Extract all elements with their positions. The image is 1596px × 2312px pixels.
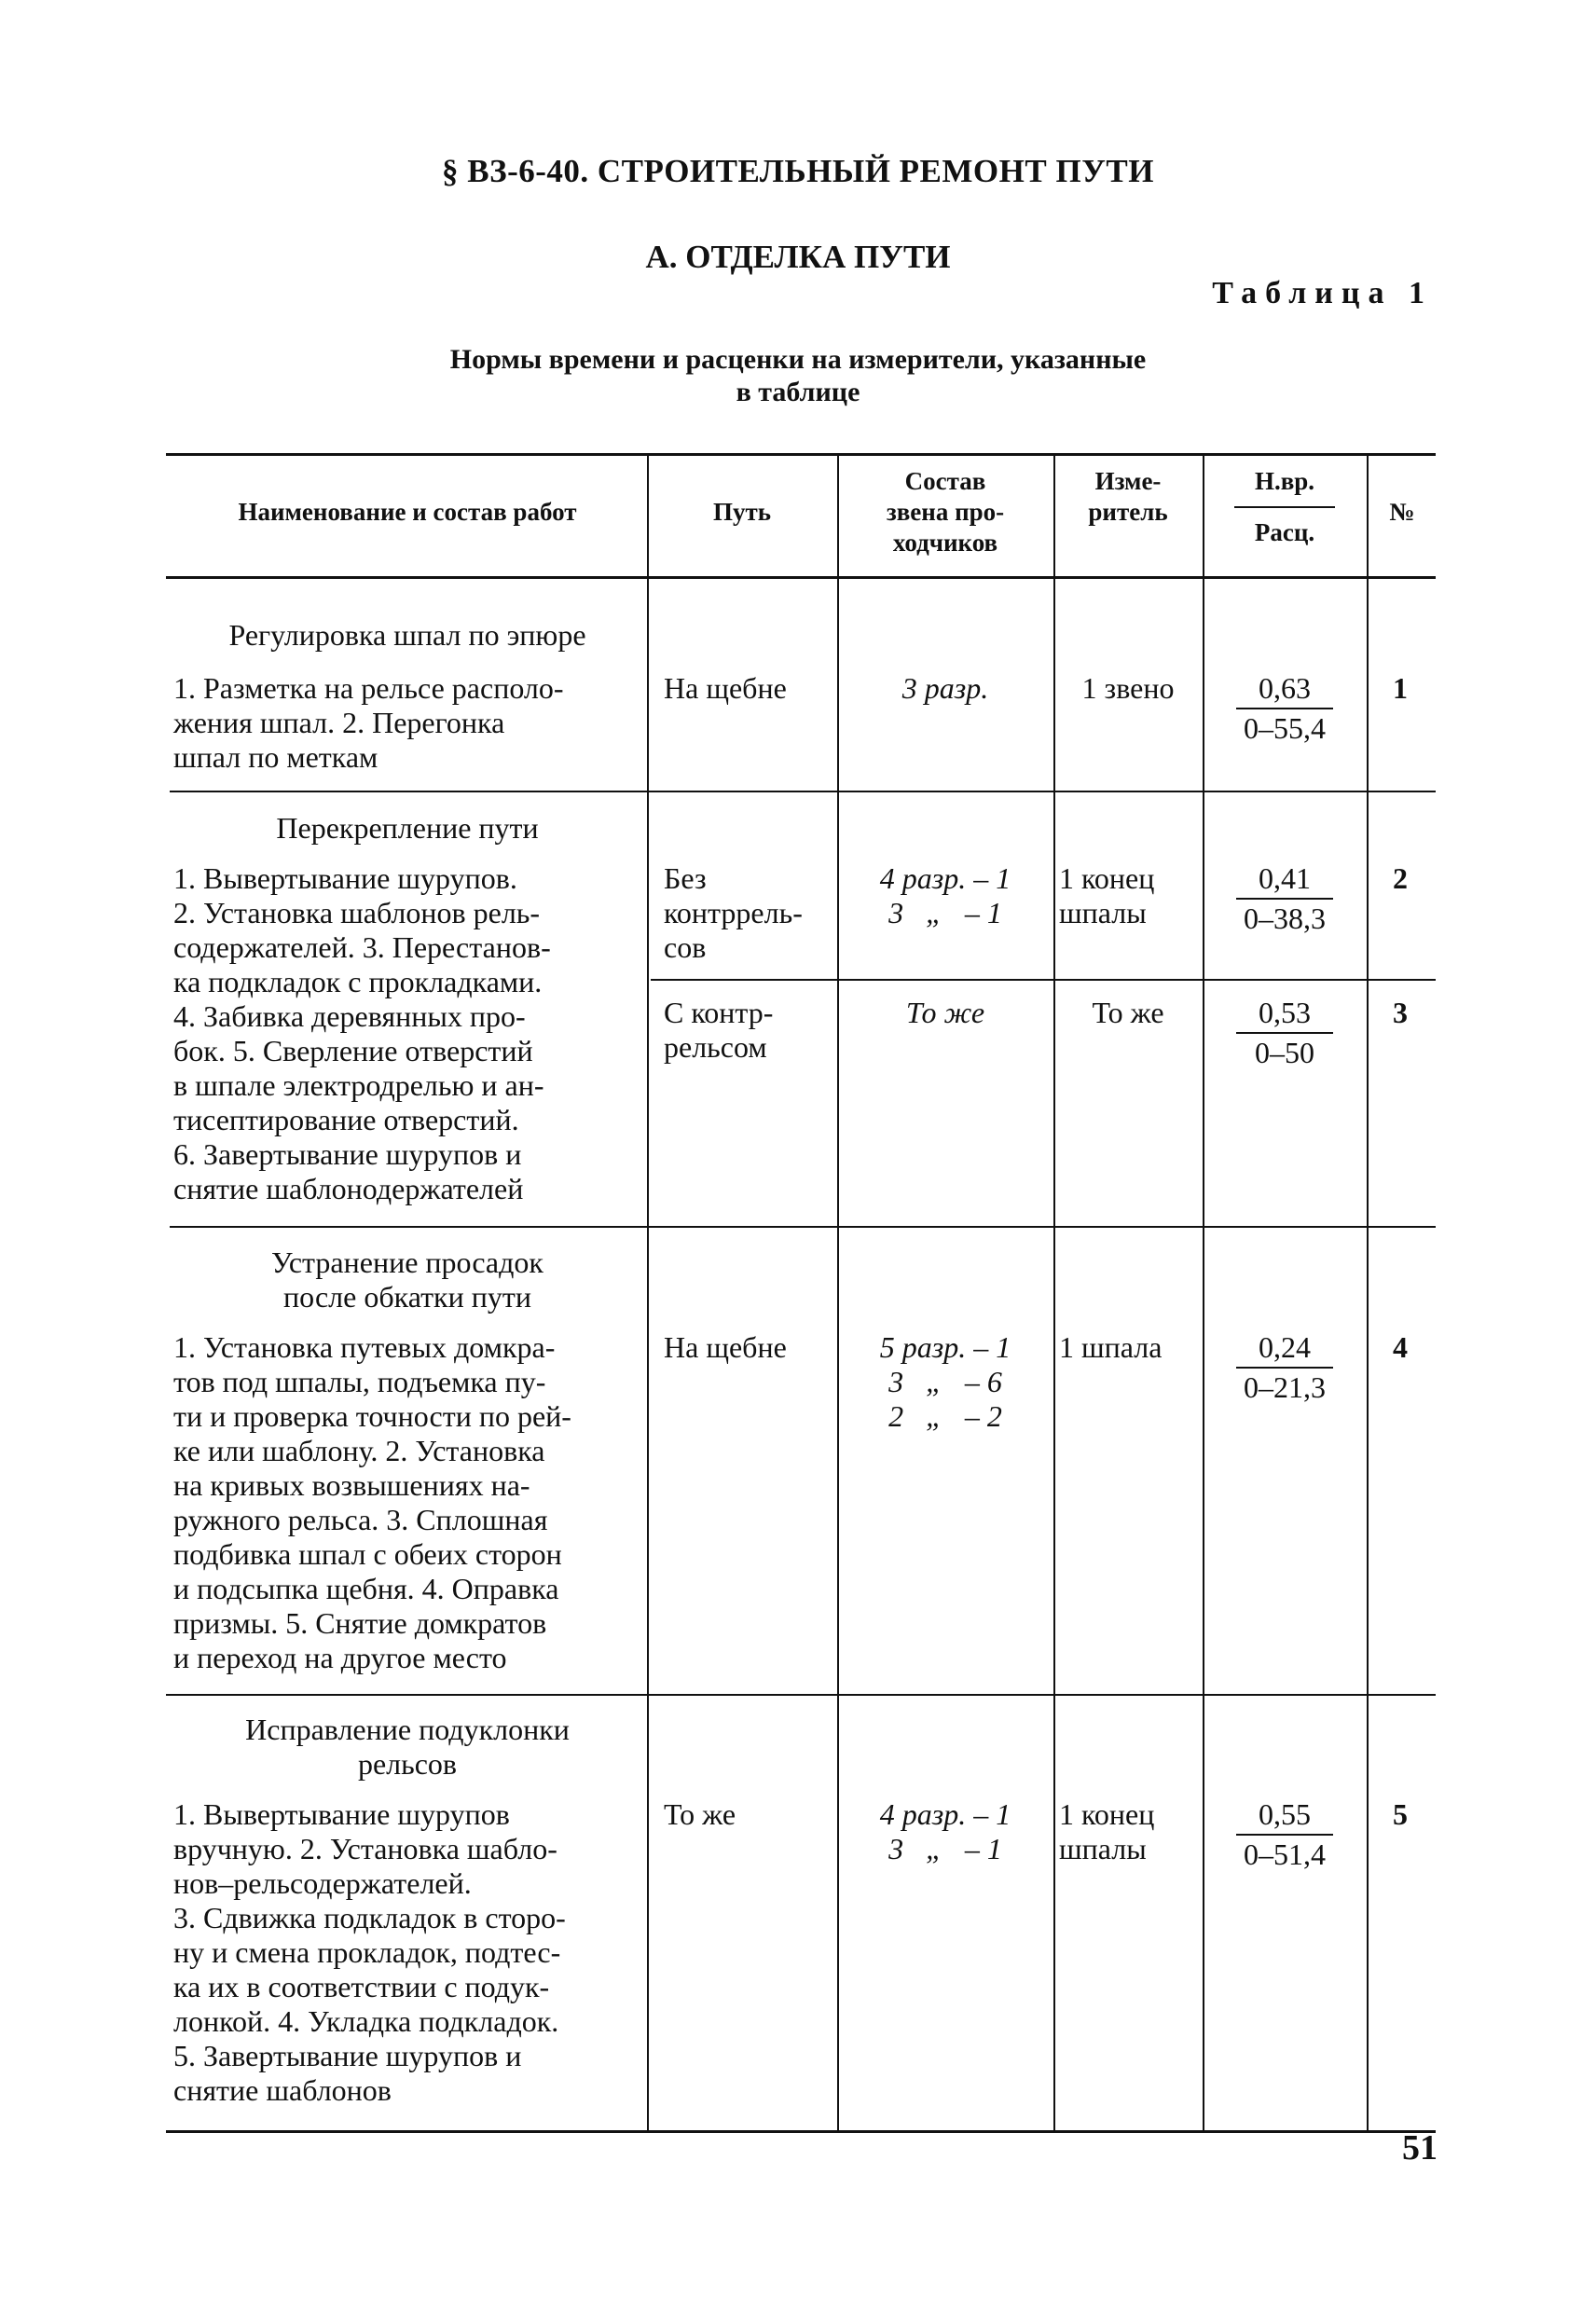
col-header-number: № (1389, 498, 1415, 526)
norm-cell (1217, 996, 1353, 1070)
section-title: § ВЗ-6-40. СТРОИТЕЛЬНЫЙ РЕМОНТ ПУТИ (442, 153, 1154, 189)
table-label: Таблица 1 (1212, 276, 1433, 310)
sub-title: А. ОТДЕЛКА ПУТИ (645, 239, 951, 275)
group-title: Устранение просадок после обкатки пути (271, 1245, 543, 1314)
col-header-crew-line: ходчиков (892, 529, 998, 557)
track-cell: Без контррель- сов (664, 861, 803, 964)
norm-fraction-line (1236, 1032, 1333, 1034)
page-number: 51 (1402, 2128, 1438, 2168)
norm-fraction-line (1236, 1367, 1333, 1369)
norm-time: 0,55 (1259, 1797, 1311, 1831)
col-header-norm-bottom: Расц. (1254, 518, 1315, 546)
col-header-unit-line: ритель (1088, 498, 1168, 526)
caption-line-1: Нормы времени и расценки на измерители, указанные (449, 344, 1147, 375)
row-rule-4 (166, 1694, 1436, 1696)
unit-cell: 1 конец шпалы (1059, 1797, 1155, 1865)
col-header-track: Путь (712, 498, 772, 526)
unit-cell: 1 конец шпалы (1059, 861, 1155, 929)
norm-price: 0–38,3 (1244, 901, 1326, 935)
row-rule-2 (651, 979, 1436, 981)
norm-fraction-line (1236, 1834, 1333, 1836)
crew-cell: 4 разр. – 1 3 „ – 1 (879, 1797, 1011, 1865)
crew-cell: То же (905, 996, 985, 1029)
row-rule-1 (170, 791, 1436, 792)
col-header-crew-line: звена про- (886, 498, 1005, 526)
row-number: 4 (1393, 1330, 1408, 1364)
col-header-norm-top: Н.вр. (1254, 467, 1315, 495)
track-cell: С контр- рельсом (664, 996, 774, 1064)
norm-price: 0–55,4 (1244, 711, 1326, 745)
norm-time: 0,63 (1259, 671, 1311, 705)
col-divider-4 (1203, 453, 1204, 2131)
norm-time: 0,53 (1259, 996, 1311, 1029)
header-bottom-rule (166, 576, 1436, 579)
col-header-crew-line: Состав (904, 467, 986, 495)
norm-price: 0–21,3 (1244, 1370, 1326, 1404)
track-cell: То же (664, 1797, 736, 1831)
group-description: 1. Установка путевых домкра- тов под шпалы, подъемка пу- ти и проверка точности по рей- ке или шаблону. 2. Установка на кривых возвышениях на- ружного рельса. 3. Сплошная подбивка шпал с обеих сторон и подсыпка щебня. 4. Оправка призмы. 5. Снятие домкратов и переход на другое место (173, 1330, 571, 1674)
caption-line-2: в таблице (736, 377, 860, 407)
row-rule-3 (170, 1226, 1436, 1228)
unit-cell: 1 шпала (1059, 1330, 1163, 1364)
norm-cell (1217, 861, 1353, 936)
col-header-unit-line: Изме- (1094, 467, 1162, 495)
crew-cell: 3 разр. (901, 671, 989, 705)
group-title: Перекрепление пути (276, 811, 539, 845)
group-title: Регулировка шпал по эпюре (228, 618, 586, 652)
col-divider-1 (647, 453, 649, 2131)
row-number: 3 (1393, 996, 1408, 1029)
norm-cell (1217, 1797, 1353, 1872)
group-description: 1. Разметка на рельсе располо- жения шпал. 2. Перегонка шпал по меткам (173, 671, 564, 774)
norm-fraction-line (1236, 898, 1333, 900)
row-number: 2 (1393, 861, 1408, 895)
group-description: 1. Вывертывание шурупов вручную. 2. Установка шабло- нов–рельсодержателей. 3. Сдвижка подкладок в сторо- ну и смена прокладок, подтес- ка их в соответствии с подук- лонкой. 4. Укладка подкладок. 5. Завертывание шурупов и снятие шаблонов (173, 1797, 566, 2107)
norm-price: 0–50 (1255, 1036, 1314, 1069)
crew-cell: 4 разр. – 1 3 „ – 1 (879, 861, 1011, 929)
col-divider-5 (1367, 453, 1369, 2131)
group-title: Исправление подуклонки рельсов (245, 1713, 570, 1781)
norm-time: 0,24 (1259, 1330, 1311, 1364)
table-bottom-rule (166, 2130, 1436, 2133)
norm-fraction-line (1236, 708, 1333, 709)
norm-cell (1217, 1330, 1353, 1405)
track-cell: На щебне (664, 671, 787, 705)
group-description: 1. Вывертывание шурупов. 2. Установка шаблонов рель- содержателей. 3. Перестанов- ка подкладок с прокладками. 4. Забивка деревянных про- бок. 5. Сверление отверстий в шпале электродрелью и ан- тисептирование отверстий. 6. Завертывание шурупов и снятие шаблонодержателей (173, 861, 551, 1205)
row-number: 5 (1393, 1797, 1408, 1831)
norm-time: 0,41 (1259, 861, 1311, 895)
col-header-work: Наименование и состав работ (238, 498, 577, 526)
row-number: 1 (1393, 671, 1408, 705)
col-header-norm-fraction-line (1234, 506, 1335, 508)
crew-cell: 5 разр. – 1 3 „ – 6 2 „ – 2 (879, 1330, 1011, 1433)
unit-cell: То же (1092, 996, 1164, 1029)
norm-cell (1217, 671, 1353, 746)
table-caption (332, 343, 1264, 408)
col-header-norm (1204, 466, 1365, 548)
track-cell: На щебне (664, 1330, 787, 1364)
table-top-rule (166, 453, 1436, 456)
norm-price: 0–51,4 (1244, 1837, 1326, 1871)
unit-cell: 1 звено (1081, 671, 1175, 705)
col-header-unit (1055, 466, 1201, 528)
col-header-crew (839, 466, 1052, 558)
